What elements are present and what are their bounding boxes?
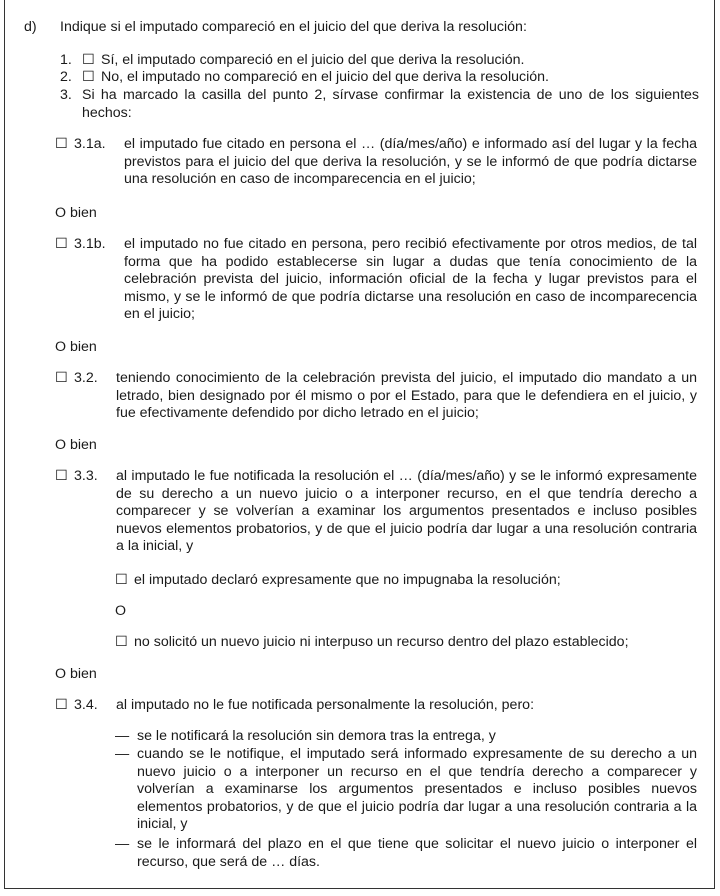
item-3-3-text: al imputado le fue notificada la resolución el … (día/mes/año) y se le informó expresamente de su derecho a un nuevo juicio o a interponer recurso, en el que tendría derecho a comparecer y se volverían a examinar los argumentos presentados e incluso posibles nuevos elementos probatorios, y de que el juicio podría dar lugar a una resolución contraria a la inicial, y [116,468,697,555]
item-3-1a-checkbox[interactable]: ☐ [55,136,68,152]
dash-3-text: se le informará del plazo en el que tiene que solicitar el nuevo juicio o interponer el recurso, que será de … días. [137,836,697,870]
item-3-1b-label: 3.1b. [74,236,106,252]
option-1-text: Sí, el imputado compareció en el juicio del que deriva la resolución. [101,52,525,68]
option-3-number: 3. [60,87,72,103]
item-3-3b-checkbox[interactable]: ☐ [115,634,128,650]
item-3-1b-checkbox[interactable]: ☐ [55,236,68,252]
o-bien-3: O bien [55,437,97,453]
dash-2-text: cuando se le notifique, el imputado será informado expresamente de su derecho a un nuevo juicio o a interponer un recurso en el que tendría derecho a comparecer y volverían a examinarse los argumentos presentados e incluso posibles nuevos elementos probatorios, y de que el juicio podría dar lugar a una resolución contraria a la inicial, y [137,746,697,833]
o-bien-2: O bien [55,339,97,355]
option-2-text: No, el imputado no compareció en el juicio del que deriva la resolución. [101,69,549,85]
item-3-4-checkbox[interactable]: ☐ [55,697,68,713]
item-3-3a-checkbox[interactable]: ☐ [115,572,128,588]
item-3-4-label: 3.4. [74,697,98,713]
item-3-3-label: 3.3. [74,468,98,484]
section-letter: d) [24,19,37,35]
item-3-1a-label: 3.1a. [74,136,106,152]
item-3-2-label: 3.2. [74,370,98,386]
dash-3-mark: — [115,836,130,852]
item-3-4-text: al imputado no le fue notificada personalmente la resolución, pero: [116,697,535,713]
dash-1-mark: — [115,728,130,744]
dash-1-text: se le notificará la resolución sin demora tras la entrega, y [137,728,496,744]
o-bien-4: O bien [55,666,97,682]
item-3-3a-text: el imputado declaró expresamente que no impugnaba la resolución; [134,572,561,588]
item-3-2-checkbox[interactable]: ☐ [55,370,68,386]
section-question: Indique si el imputado compareció en el juicio del que deriva la resolución: [60,19,527,35]
option-2-checkbox[interactable]: ☐ [82,69,95,85]
item-3-2-text: teniendo conocimiento de la celebración prevista del juicio, el imputado dio mandato a un letrado, bien designado por él mismo o por el Estado, para que le defendiera en el juicio, y fue efectivamente defendido por dicho letrado en el juicio; [116,370,697,422]
option-2-number: 2. [60,69,72,85]
item-3-3-or: O [115,603,127,619]
option-1-number: 1. [60,52,72,68]
item-3-3-checkbox[interactable]: ☐ [55,468,68,484]
o-bien-1: O bien [55,205,97,221]
item-3-1b-text: el imputado no fue citado en persona, pero recibió efectivamente por otros medios, de tal forma que ha podido establecerse sin lugar a dudas que tenía conocimiento de la celebración prevista del juicio, información oficial de la fecha y lugar previstos para el mismo, y se le informó de que podría dictarse una resolución en caso de incomparecencia en el juicio; [124,236,697,323]
option-3-text: Si ha marcado la casilla del punto 2, sírvase confirmar la existencia de uno de los siguientes hechos: [82,87,699,121]
dash-2-mark: — [115,746,130,762]
item-3-1a-text: el imputado fue citado en persona el … (día/mes/año) e informado así del lugar y la fecha previstos para el juicio del que deriva la resolución, y se le informó de que podría dictarse una resolución en caso de incomparecencia en el juicio; [124,136,697,188]
option-1-checkbox[interactable]: ☐ [82,52,95,68]
item-3-3b-text: no solicitó un nuevo juicio ni interpuso un recurso dentro del plazo establecido; [134,634,629,650]
